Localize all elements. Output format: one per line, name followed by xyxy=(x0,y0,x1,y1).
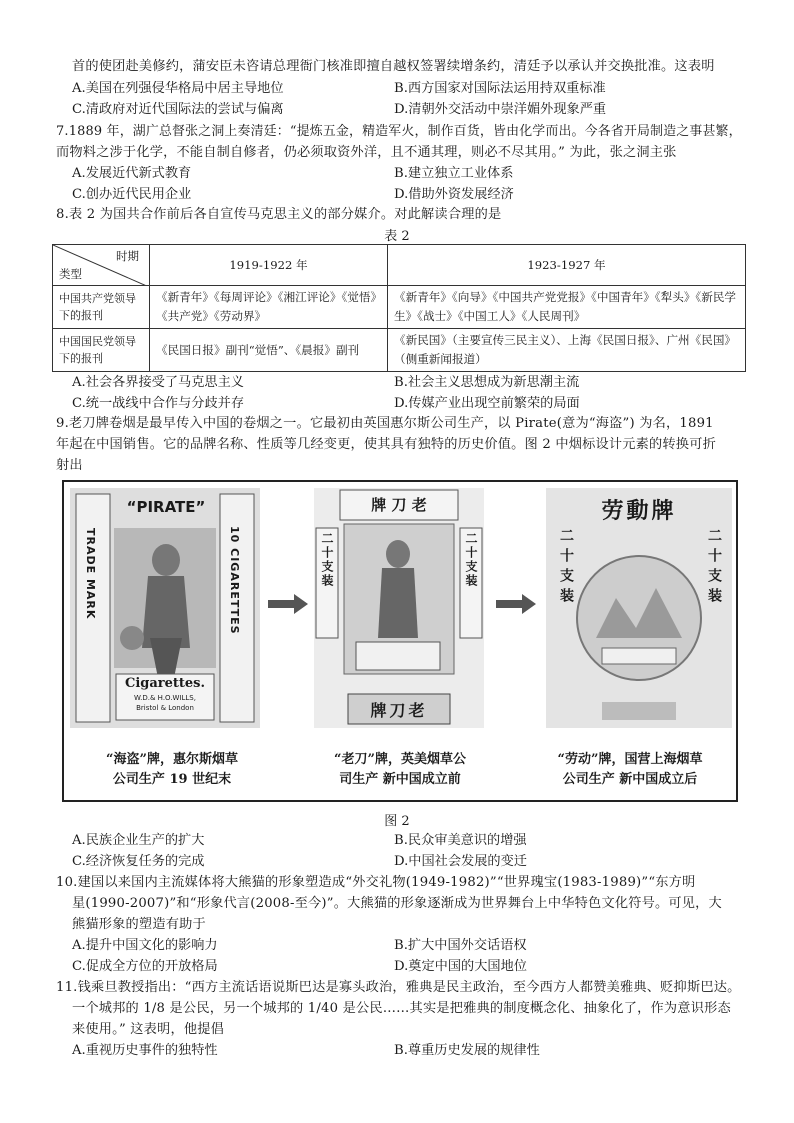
q9-option-a[interactable]: A.民族企业生产的扩大 xyxy=(72,833,205,848)
q6-option-a[interactable]: A.美国在列强侵华格局中居主导地位 xyxy=(72,81,284,96)
table-row xyxy=(53,286,746,329)
table-title: 表 2 xyxy=(384,229,410,244)
table-row xyxy=(53,329,746,372)
q7-option-a[interactable]: A.发展近代新式教育 xyxy=(72,166,192,181)
q7-stem-line2: 而物料之涉于化学，不能自制自修者，仍必须取资外洋，且不通其理，则必不尽其用。” 为此，张之洞主张 xyxy=(56,145,677,160)
panel-laodao-label xyxy=(314,488,484,728)
q11-stem-line1: 11.钱乘旦教授指出：“西方主流话语说斯巴达是寡头政治，雅典是民主政治，至今西方人都赞美雅典、贬抑斯巴达。 xyxy=(56,980,741,995)
q10-option-b[interactable]: B.扩大中国外交话语权 xyxy=(394,938,527,953)
row-label-kmt: 中国国民党领导下的报刊 xyxy=(53,329,150,372)
panel-laodong-label xyxy=(546,488,732,728)
q6-option-b[interactable]: B.西方国家对国际法运用持双重标准 xyxy=(394,81,606,96)
pirate-brand: Cigarettes. xyxy=(124,676,206,691)
q8-option-c[interactable]: C.统一战线中合作与分歧并存 xyxy=(72,396,245,411)
q10-stem-line3: 熊猫形象的塑造有助于 xyxy=(72,917,206,932)
q11-option-a[interactable]: A.重视历史事件的独特性 xyxy=(72,1043,218,1058)
q7-option-c[interactable]: C.创办近代民用企业 xyxy=(72,187,192,202)
cell-kmt-1923: 《新民国》（主要宣传三民主义）、上海《民国日报》、广州《民国》（侧重新闻报道） xyxy=(388,329,746,372)
laodong-side-left: 二十支装 xyxy=(558,528,574,608)
q11-option-b[interactable]: B.尊重历史发展的规律性 xyxy=(394,1043,540,1058)
caption-laodong xyxy=(526,750,734,790)
header-col-1919: 1919-1922 年 xyxy=(150,245,388,286)
table-header-row xyxy=(53,245,746,286)
q7-option-b[interactable]: B.建立独立工业体系 xyxy=(394,166,514,181)
panel-pirate-label xyxy=(70,488,260,728)
arrow-right-icon xyxy=(496,592,536,616)
figure-label: 图 2 xyxy=(384,814,410,829)
q8-option-b[interactable]: B.社会主义思想成为新思潮主流 xyxy=(394,375,580,390)
q8-option-d[interactable]: D.传媒产业出现空前繁荣的局面 xyxy=(394,396,580,411)
table-corner-cell xyxy=(53,245,150,286)
q9-stem-line1: 9.老刀牌卷烟是最早传入中国的卷烟之一。它最初由英国惠尔斯公司生产，以 Pirate(意为“海盗”) 为名，1891 xyxy=(56,416,714,431)
cell-cpc-1923: 《新青年》《向导》《中国共产党党报》《中国青年》《犁头》《新民学生》《战士》《中国工人》《人民周刊》 xyxy=(388,286,746,329)
q7-option-d[interactable]: D.借助外资发展经济 xyxy=(394,187,514,202)
cell-kmt-1919: 《民国日报》副刊“觉悟”、《晨报》副刊 xyxy=(150,329,388,372)
laodao-illustration xyxy=(314,488,484,728)
caption-pirate xyxy=(72,750,272,790)
q8-stem: 8.表 2 为国共合作前后各自宣传马克思主义的部分媒介。对此解读合理的是 xyxy=(56,207,502,222)
laodao-side-right: 二十支装 xyxy=(464,532,478,588)
figure-2-cigarette-labels xyxy=(62,480,738,802)
media-table xyxy=(52,244,746,372)
cell-cpc-1919: 《新青年》《每周评论》《湘江评论》《觉悟》《共产党》《劳动界》 xyxy=(150,286,388,329)
caption-laodong-line1: “劳动”牌，国营上海烟草 xyxy=(557,752,703,767)
caption-laodao-line2: 司生产 新中国成立前 xyxy=(339,772,461,787)
header-period: 时期 xyxy=(116,249,139,263)
q6-stem-tail: 首的使团赴美修约，蒲安臣未咨请总理衙门核准即擅自越权签署续增条约，清廷予以承认并交换批准。这表明 xyxy=(72,59,715,74)
q9-option-d[interactable]: D.中国社会发展的变迁 xyxy=(394,854,527,869)
caption-laodao-line1: “老刀”牌，英美烟草公 xyxy=(334,752,466,767)
arrow-right-icon xyxy=(268,592,308,616)
pirate-cigarettes-count: 10 CIGARETTES xyxy=(228,526,241,635)
q9-option-b[interactable]: B.民众审美意识的增强 xyxy=(394,833,527,848)
header-type: 类型 xyxy=(59,267,82,281)
q11-stem-line2: 一个城邦的 1/8 是公民，另一个城邦的 1/40 是公民……其实是把雅典的制度概念化、抽象化了，作为意识形态 xyxy=(72,1001,731,1016)
q10-option-a[interactable]: A.提升中国文化的影响力 xyxy=(72,938,218,953)
q10-option-c[interactable]: C.促成全方位的开放格局 xyxy=(72,959,218,974)
q9-option-c[interactable]: C.经济恢复任务的完成 xyxy=(72,854,205,869)
laodong-title: 劳動牌 xyxy=(601,498,677,524)
q6-option-c[interactable]: C.清政府对近代国际法的尝试与偏离 xyxy=(72,102,284,117)
pirate-city: Bristol & London xyxy=(136,704,194,712)
q10-stem-line2: 星(1990-2007)”和“形象代言(2008-至今)”。大熊猫的形象逐渐成为世界舞台上中华特色文化符号。可见，大 xyxy=(72,896,722,911)
pirate-trademark: TRADE MARK xyxy=(84,528,97,620)
q7-stem-line1: 7.1889 年，湖广总督张之洞上奏清廷：“提炼五金，精造军火，制作百货，皆由化学而出。今各省开局制造之事甚繁， xyxy=(56,124,742,139)
laodao-bottom-title: 牌刀老 xyxy=(370,701,428,720)
row-label-cpc: 中国共产党领导下的报刊 xyxy=(53,286,150,329)
pirate-title: “PIRATE” xyxy=(126,498,206,516)
laodong-side-right: 二十支装 xyxy=(706,528,722,608)
q9-stem-line3: 射出 xyxy=(56,458,83,473)
q8-option-a[interactable]: A.社会各界接受了马克思主义 xyxy=(72,375,244,390)
q10-stem-line1: 10.建国以来国内主流媒体将大熊猫的形象塑造成“外交礼物(1949-1982)”“世界瑰宝(1983-1989)”“东方明 xyxy=(56,875,696,890)
q11-stem-line3: 来使用。” 这表明，他提倡 xyxy=(72,1022,224,1037)
caption-laodao xyxy=(300,750,500,790)
header-col-1923: 1923-1927 年 xyxy=(388,245,746,286)
q10-option-d[interactable]: D.奠定中国的大国地位 xyxy=(394,959,527,974)
caption-laodong-line2: 公司生产 新中国成立后 xyxy=(562,772,698,787)
laodao-top-title: 牌 刀 老 xyxy=(371,496,427,514)
q9-stem-line2: 年起在中国销售。它的品牌名称、性质等几经变更，使其具有独特的历史价值。图 2 中烟标设计元素的转换可折 xyxy=(56,437,716,452)
laodao-side-left: 二十支装 xyxy=(320,532,334,588)
caption-pirate-line1: “海盗”牌，惠尔斯烟草 xyxy=(106,752,238,767)
pirate-maker: W.D.& H.O.WILLS, xyxy=(134,694,196,702)
caption-pirate-line2: 公司生产 19 世纪末 xyxy=(112,772,232,787)
q6-option-d[interactable]: D.清朝外交活动中崇洋媚外现象严重 xyxy=(394,102,607,117)
